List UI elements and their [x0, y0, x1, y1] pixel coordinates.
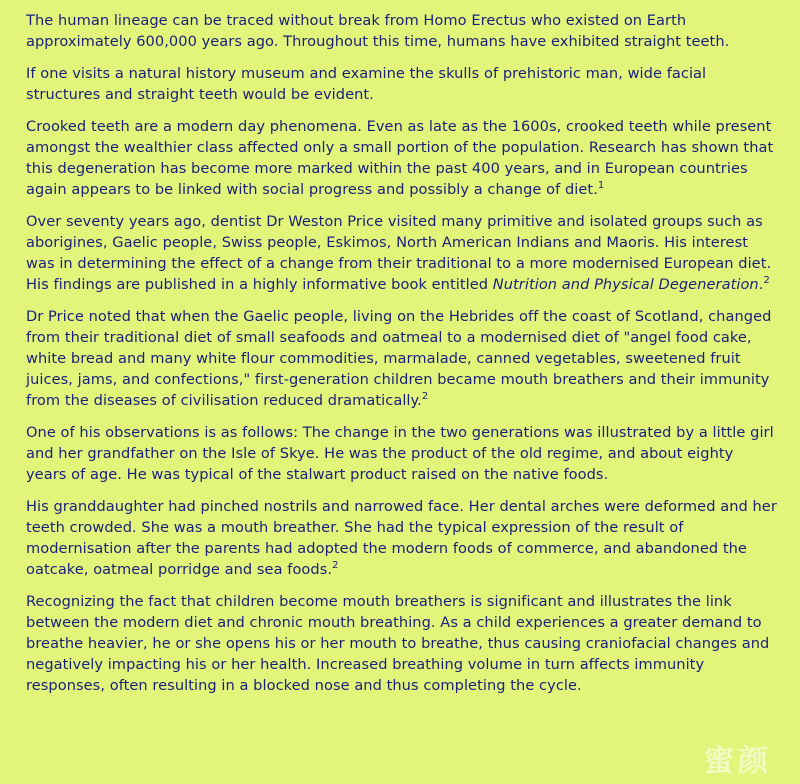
paragraph-text: His granddaughter had pinched nostrils and narrowed face. Her dental arches were deformed and her teeth crowded. She was a mouth breather. She had the typical expression of the result of modernisation after the parents had adopted the modern foods of commerce, and abandoned the oatcake, oatmeal porridge and sea foods. — [26, 498, 777, 578]
paragraph-gaelic — [26, 306, 778, 411]
article-body — [26, 10, 778, 707]
paragraph-text: Over seventy years ago, dentist Dr Weston Price visited many primitive and isolated groups such as aborigines, Gaelic people, Swiss people, Eskimos, North American Indians and Maoris. His interest was in determining the effect of a change from their traditional to a more modernised European diet. His findings are published in a highly informative book entitled — [26, 213, 772, 293]
paragraph-text: The human lineage can be traced without break from Homo Erectus who existed on Earth approximately 600,000 years ago. Throughout this time, humans have exhibited straight teeth. — [26, 12, 730, 50]
paragraph-text: Recognizing the fact that children become mouth breathers is significant and illustrates the link between the modern diet and chronic mouth breathing. As a child experiences a greater demand to breathe heavier, he or she opens his or her mouth to breathe, thus causing craniofacial changes and negatively impacting his or her health. Increased breathing volume in turn affects immunity responses, often resulting in a blocked nose and thus completing the cycle. — [26, 593, 770, 694]
footnote-ref: 2 — [763, 275, 770, 286]
paragraph-lineage — [26, 10, 778, 52]
footnote-ref: 2 — [332, 560, 339, 571]
book-title: Nutrition and Physical Degeneration — [492, 276, 759, 293]
paragraph-text: Dr Price noted that when the Gaelic people, living on the Hebrides off the coast of Scotland, changed from their traditional diet of small seafoods and oatmeal to a modernised diet of "angel food cake, white bread and many white flour commodities, marmalade, canned vegetables, sweetened fruit juices, jams, and confections," first-generation children became mouth breathers and their immunity from the diseases of civilisation reduced dramatically. — [26, 308, 772, 409]
paragraph-museum — [26, 63, 778, 105]
footnote-ref: 1 — [597, 180, 605, 191]
paragraph-text: One of his observations is as follows: The change in the two generations was illustrated by a little girl and her grandfather on the Isle of Skye. He was the product of the old regime, and about eighty years of age. He was typical of the stalwart product raised on the native foods. — [26, 424, 774, 483]
paragraph-text: . — [758, 276, 764, 293]
paragraph-text: If one visits a natural history museum and examine the skulls of prehistoric man, wide facial structures and straight teeth would be evident. — [26, 65, 707, 103]
paragraph-observation — [26, 422, 778, 485]
paragraph-crooked-teeth — [26, 116, 778, 200]
watermark-logo: 蜜颜 — [704, 744, 772, 779]
paragraph-granddaughter — [26, 496, 778, 580]
paragraph-weston-price — [26, 211, 778, 295]
footnote-ref: 2 — [421, 391, 429, 402]
paragraph-mouth-breathers — [26, 591, 778, 696]
paragraph-text: Crooked teeth are a modern day phenomena. Even as late as the 1600s, crooked teeth while present amongst the wealthier class affected only a small portion of the population. Research has shown that this degeneration has become more marked within the past 400 years, and in European countries again appears to be linked with social progress and possibly a change of diet. — [26, 118, 774, 198]
